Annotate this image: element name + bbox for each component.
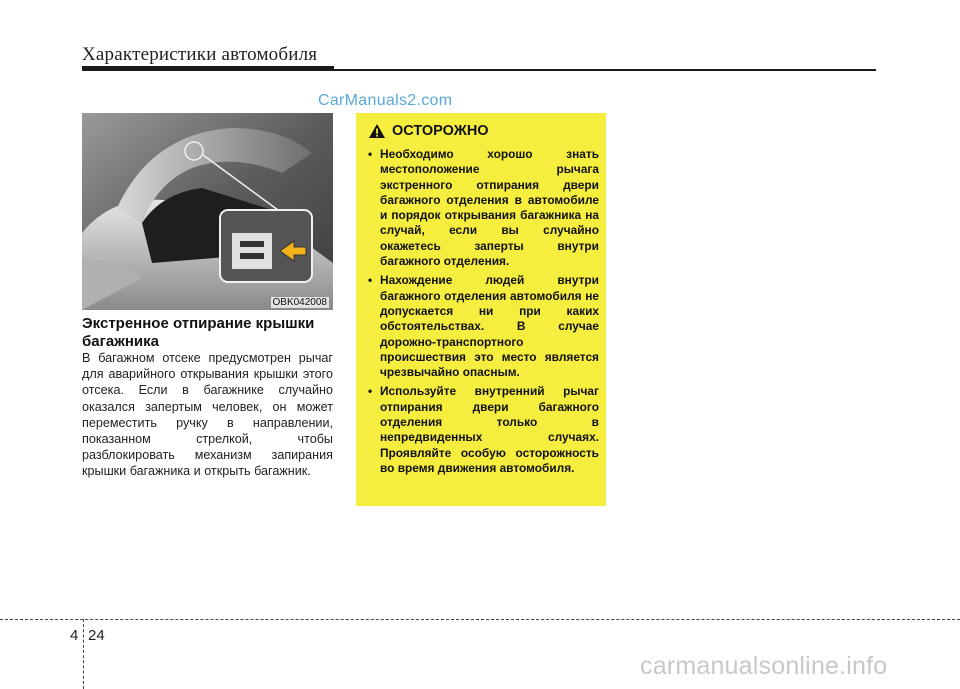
warning-item xyxy=(366,147,599,269)
footer-dashed-line xyxy=(0,619,960,620)
footer-divider xyxy=(83,619,84,689)
bullet-marker: • xyxy=(368,384,373,399)
watermark-bottom: carmanualsonline.info xyxy=(640,652,888,680)
header-title: Характеристики автомобиля xyxy=(82,44,318,65)
page-number: 24 xyxy=(88,627,105,644)
warning-item-text: Необходимо хорошо знать местоположение рычага экстренного отпирания двери багажного отделения в автомобиле и порядок открывания багажника на случай, если вы случайно окажетесь заперты внутри багажного отделения. xyxy=(380,147,599,269)
warning-item-text: Используйте внутренний рычаг отпирания двери багажного отделения только в непредвиденных случаях. Проявляйте особую осторожность во время движения автомобиля. xyxy=(380,384,599,475)
bullet-marker: • xyxy=(368,273,373,288)
header-rule-thin xyxy=(334,69,876,71)
warning-triangle-icon xyxy=(368,123,386,139)
warning-item xyxy=(366,384,599,476)
warning-list xyxy=(366,147,599,480)
watermark-top: CarManuals2.com xyxy=(318,92,453,109)
section-body-text: В багажном отсеке предусмотрен рычаг для аварийного открывания крышки этого отсека. Если в багажнике случайно оказался запертым человек, он может переместить ручку в направлении, показанном стрелкой, чтобы разблокировать механизм запирания крышки багажника и открыть багажник. xyxy=(82,351,333,479)
warning-head xyxy=(368,123,489,139)
warning-item xyxy=(366,273,599,380)
trunk-photo xyxy=(82,113,333,310)
bullet-marker: • xyxy=(368,147,373,161)
section-heading: Экстренное отпирание крышки багажника xyxy=(82,315,315,350)
warning-box xyxy=(356,113,606,506)
page-chapter: 4 xyxy=(70,627,79,644)
figure-code: OBK042008 xyxy=(272,297,327,308)
warning-item-text: Нахождение людей внутри багажного отделения автомобиля не допускается ни при каких обстоятельствах. В случае дорожно-транспортного происшествия это место является чрезвычайно опасным. xyxy=(380,273,599,380)
header-rule-thick xyxy=(82,66,334,71)
warning-title: ОСТОРОЖНО xyxy=(392,123,489,139)
